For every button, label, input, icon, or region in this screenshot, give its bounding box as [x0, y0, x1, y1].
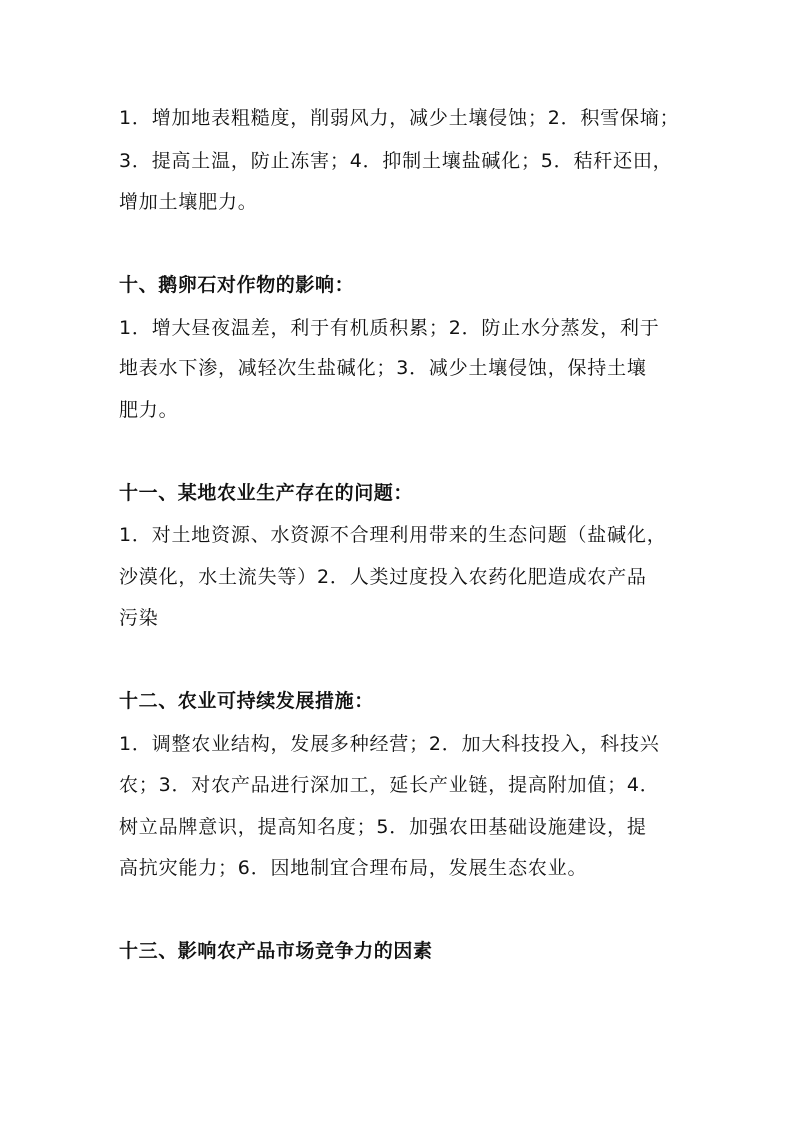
paragraph-line: 增加土壤肥力。: [119, 191, 258, 213]
paragraph-line: 高抗灾能力；6．因地制宜合理布局，发展生态农业。: [119, 857, 588, 879]
paragraph-line: 树立品牌意识，提高知名度；5．加强农田基础设施建设，提: [119, 816, 647, 838]
section-heading: 十二、农业可持续发展措施：: [119, 690, 374, 712]
section-heading: 十一、某地农业生产存在的问题：: [119, 482, 414, 504]
paragraph-line: 3．提高土温，防止冻害；4．抑制土壤盐碱化；5．秸秆还田，: [119, 150, 673, 172]
paragraph-line: 1．对土地资源、水资源不合理利用带来的生态问题（盐碱化，: [119, 524, 667, 546]
paragraph-line: 肥力。: [119, 399, 179, 421]
paragraph-line: 1．调整农业结构，发展多种经营；2．加大科技投入，科技兴: [119, 733, 660, 755]
paragraph-line: 沙漠化，水土流失等）2．人类过度投入农药化肥造成农产品: [119, 566, 647, 588]
section-heading: 十三、影响农产品市场竞争力的因素: [119, 940, 433, 962]
paragraph-line: 污染: [119, 607, 159, 629]
paragraph-line: 1．增大昼夜温差，利于有机质积累；2．防止水分蒸发，利于: [119, 317, 660, 339]
paragraph-line: 1．增加地表粗糙度，削弱风力，减少土壤侵蚀；2．积雪保墒；: [119, 107, 680, 129]
section-heading: 十、鹅卵石对作物的影响：: [119, 274, 355, 296]
paragraph-line: 地表水下渗，减轻次生盐碱化；3．减少土壤侵蚀，保持土壤: [119, 357, 647, 379]
paragraph-line: 农；3．对农产品进行深加工，延长产业链，提高附加值；4．: [119, 774, 660, 796]
